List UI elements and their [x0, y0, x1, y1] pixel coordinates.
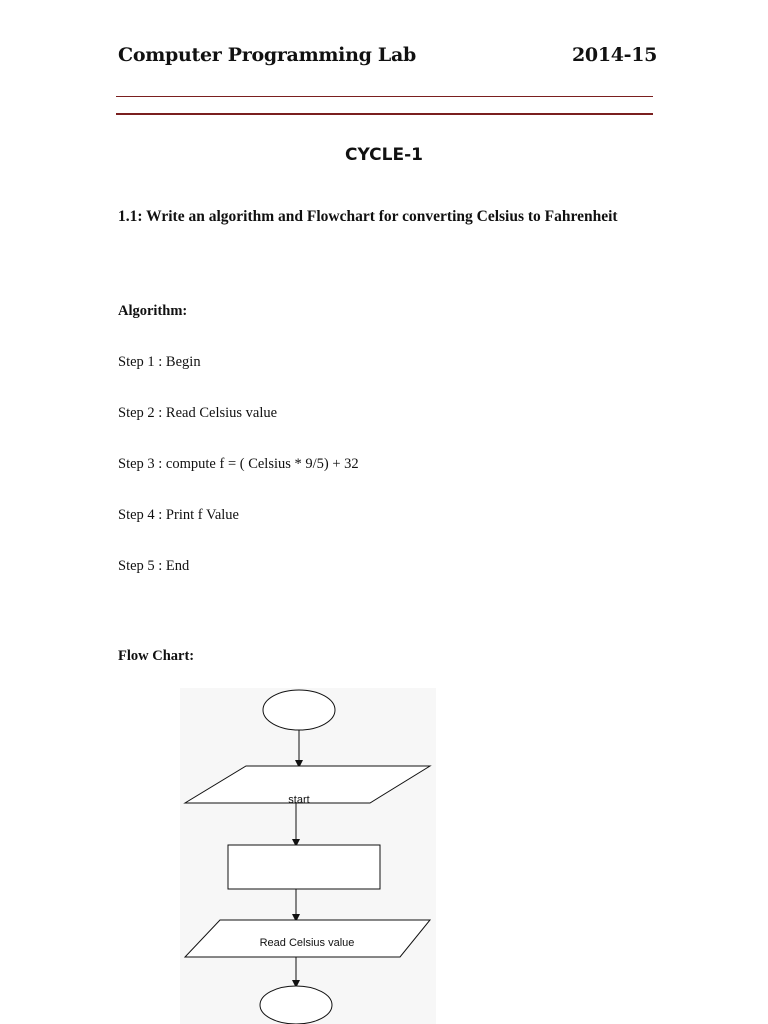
- cycle-title: CYCLE-1: [345, 145, 423, 165]
- algorithm-step: Step 1 : Begin: [118, 354, 201, 370]
- flowchart-process-box: [228, 845, 380, 889]
- header-divider-thin: [116, 96, 653, 97]
- algorithm-heading: Algorithm:: [118, 303, 188, 319]
- header-year: 2014-15: [572, 44, 658, 66]
- algorithm-step: Step 3 : compute f = ( Celsius * 9/5) + 32: [118, 456, 359, 472]
- flowchart-label-read: Read Celsius value: [259, 937, 355, 949]
- flowchart-label-start: start: [288, 794, 310, 806]
- algorithm-step: Step 5 : End: [118, 558, 190, 574]
- flowchart-end-terminal: [260, 986, 332, 1024]
- question-heading: 1.1: Write an algorithm and Flowchart for converting Celsius to Fahrenheit: [118, 208, 618, 225]
- header-divider-thick: [116, 113, 653, 115]
- algorithm-step: Step 4 : Print f Value: [118, 507, 239, 523]
- flowchart-heading: Flow Chart:: [118, 648, 195, 664]
- flowchart-diagram: [180, 688, 436, 1024]
- header-title: Computer Programming Lab: [118, 44, 416, 66]
- algorithm-step: Step 2 : Read Celsius value: [118, 405, 278, 421]
- flowchart-start-terminal: [263, 690, 335, 730]
